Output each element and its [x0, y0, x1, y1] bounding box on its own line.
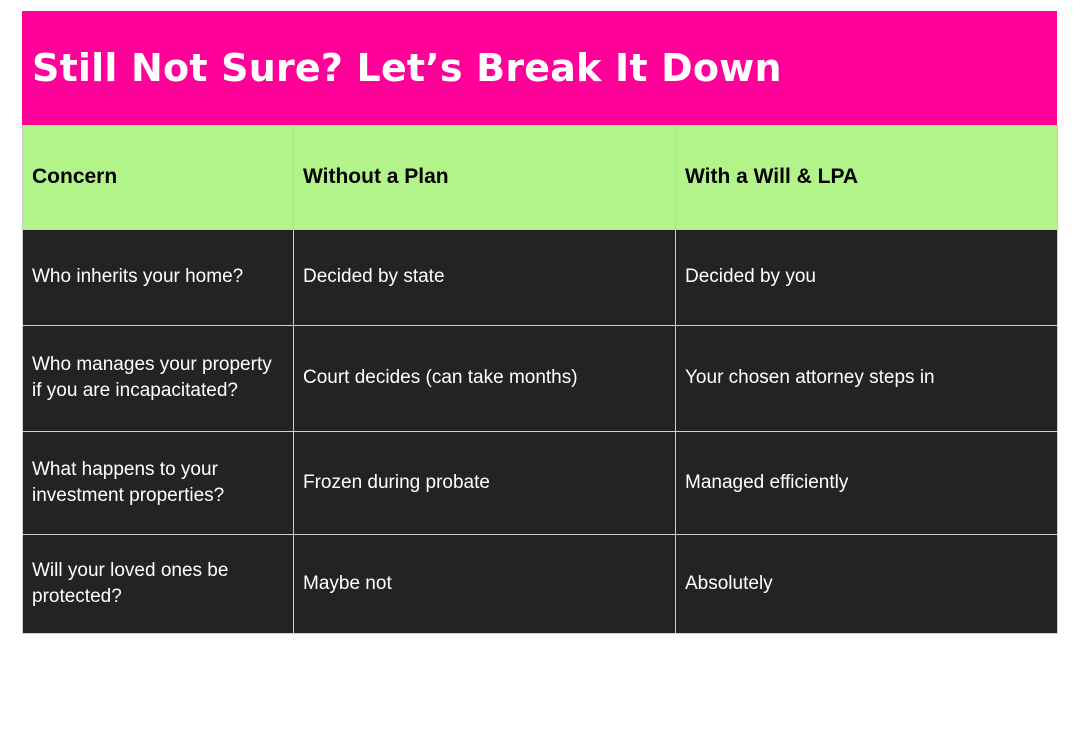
with-will-cell: Absolutely [676, 534, 1058, 633]
header-with-will: With a Will & LPA [676, 125, 1058, 229]
title-banner [22, 11, 1057, 125]
header-without-plan: Without a Plan [294, 125, 676, 229]
table-header-row [23, 125, 1058, 229]
header-concern: Concern [23, 125, 294, 229]
without-plan-cell: Decided by state [294, 229, 676, 325]
without-plan-cell: Maybe not [294, 534, 676, 633]
concern-cell: Who manages your property if you are incapacitated? [23, 325, 294, 431]
without-plan-cell: Court decides (can take months) [294, 325, 676, 431]
with-will-cell: Managed efficiently [676, 431, 1058, 534]
table-row [23, 534, 1058, 633]
table-row [23, 431, 1058, 534]
concern-cell: Will your loved ones be protected? [23, 534, 294, 633]
with-will-cell: Your chosen attorney steps in [676, 325, 1058, 431]
table-row [23, 229, 1058, 325]
concern-cell: Who inherits your home? [23, 229, 294, 325]
concern-cell: What happens to your investment properties? [23, 431, 294, 534]
without-plan-cell: Frozen during probate [294, 431, 676, 534]
comparison-table [22, 125, 1058, 634]
page-title: Still Not Sure? Let’s Break It Down [32, 46, 782, 90]
table-row [23, 325, 1058, 431]
comparison-card [22, 11, 1057, 634]
with-will-cell: Decided by you [676, 229, 1058, 325]
